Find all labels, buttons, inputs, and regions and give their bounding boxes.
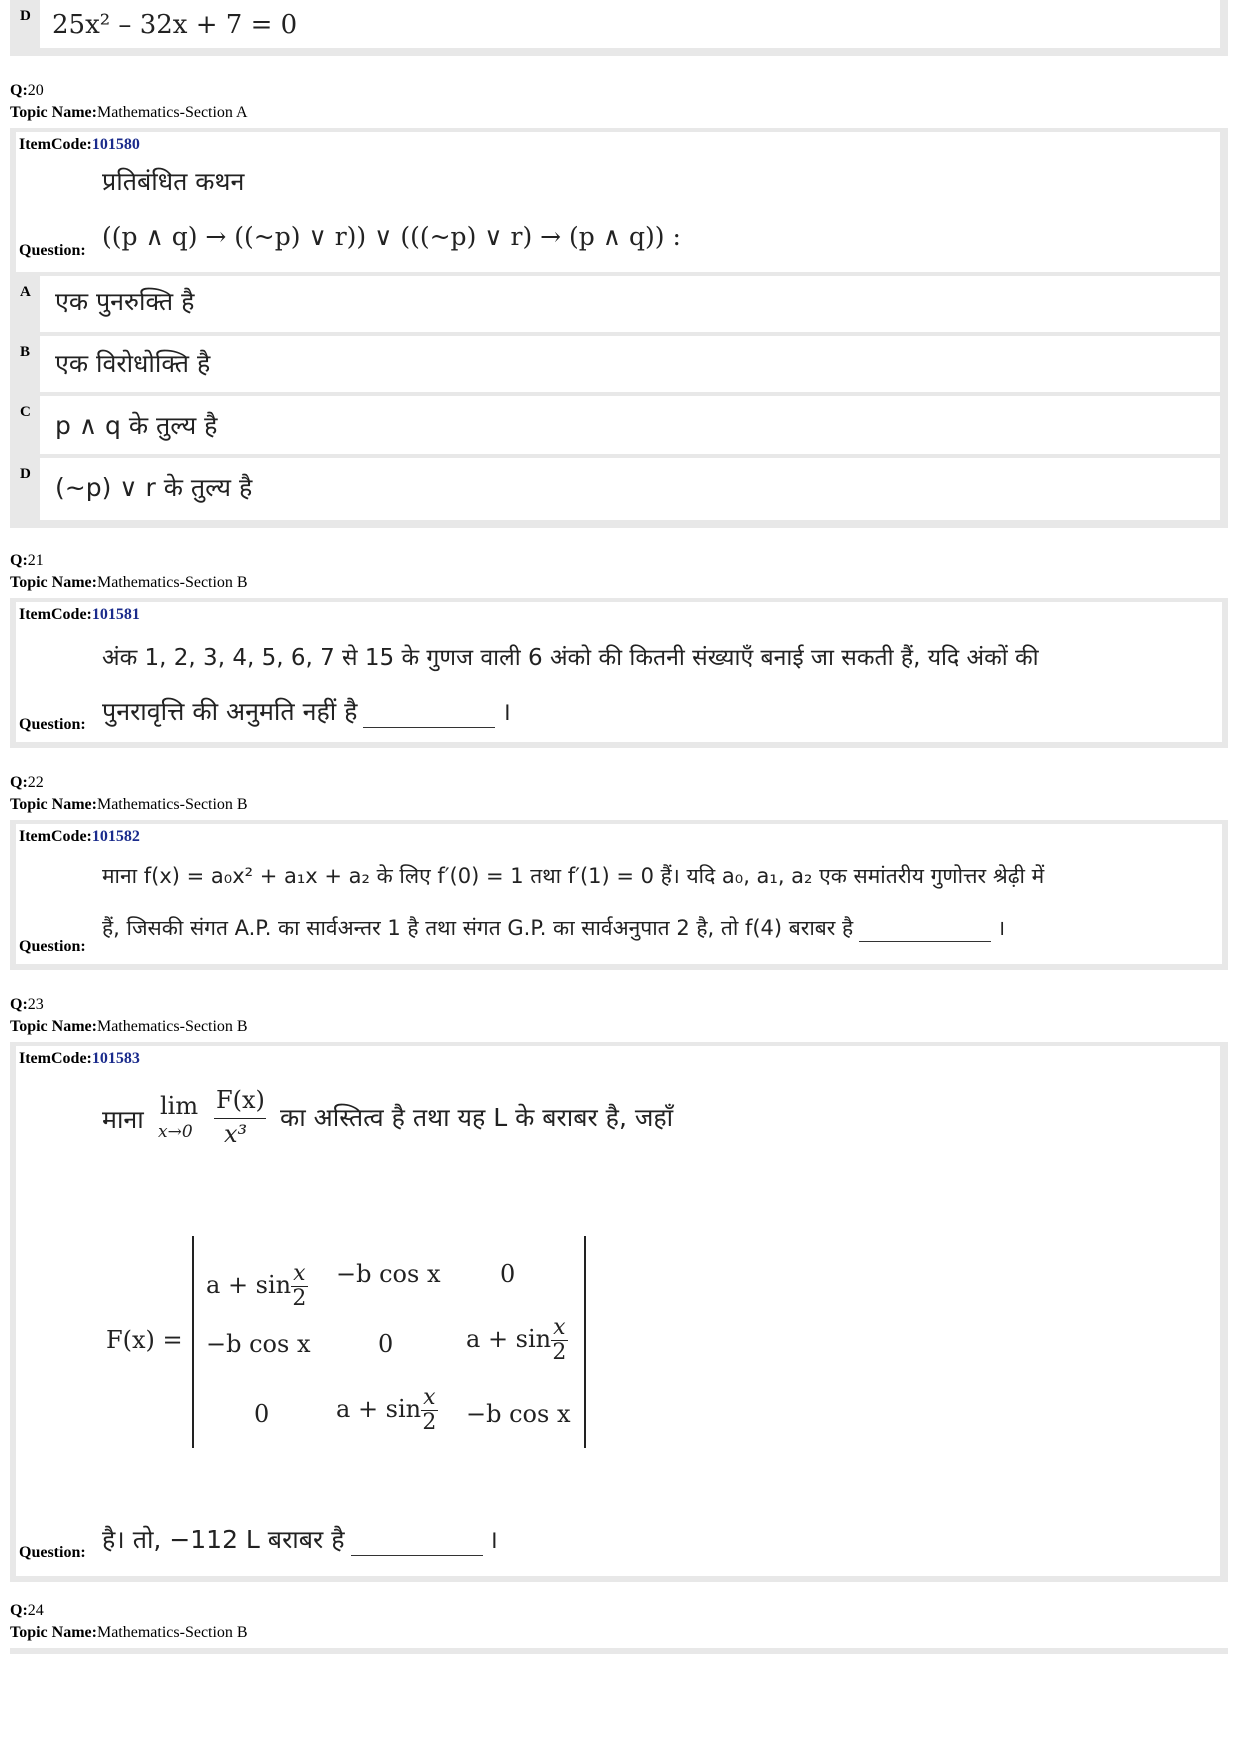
q22-question-line1: माना f(x) = a₀x² + a₁x + a₂ के लिए f′(0) = 1 तथा f′(1) = 0 हैं। यदि a₀, a₁, a₂ एक समांतरीय गुणोत्तर श्रेढ़ी में <box>102 864 1045 888</box>
q21-number: 21 <box>27 552 44 569</box>
q23-m31: 0 <box>254 1400 270 1428</box>
q23-topic: Mathematics-Section B <box>96 1018 248 1035</box>
q20-question-line1: प्रतिबंधित कथन <box>102 167 245 196</box>
q23-last-line: है। तो, −112 L बराबर है । <box>102 1525 498 1554</box>
q20-option-d-text: (~p) ∨ r के तुल्य है <box>55 473 253 502</box>
q23-m11: a + sin $\frac{x}{2}$ <box>206 1261 307 1311</box>
q23-post: का अस्तित्व है तथा यह L के बराबर है, जहाँ <box>280 1103 674 1132</box>
q20-question-label: Question: <box>19 242 86 259</box>
q19-option-d-label: D <box>20 8 31 24</box>
q23-question-label: Question: <box>19 1544 86 1561</box>
q20-item-code: ItemCode:101580 <box>19 136 140 153</box>
q20-header: Q:20 Topic Name:Mathematics-Section A <box>10 82 248 121</box>
q19-option-d-text: 25x² – 32x + 7 = 0 <box>52 10 298 40</box>
q23-pre: माना <box>102 1105 144 1134</box>
q20-option-b-label: B <box>20 344 31 360</box>
q20-option-d-label: D <box>20 466 31 482</box>
q23-m33: −b cos x <box>466 1400 571 1428</box>
q20-option-b-text: एक विरोधोक्ति है <box>55 349 211 378</box>
q20-option-c-text: p ∧ q के तुल्य है <box>55 411 218 440</box>
q23-lim: lim <box>160 1092 199 1120</box>
q24-number: 24 <box>27 1602 44 1619</box>
q23-fx-label: F(x) = <box>106 1326 183 1354</box>
q23-m23: a + sin $\frac{x}{2}$ <box>466 1315 567 1365</box>
q21-header: Q:21 Topic Name:Mathematics-Section B <box>10 552 248 591</box>
q21-topic: Mathematics-Section B <box>96 574 248 591</box>
q23-frac-bar <box>214 1118 266 1119</box>
q23-answer-blank <box>351 1531 483 1556</box>
q20-option-c-label: C <box>20 404 31 420</box>
q22-header: Q:22 Topic Name:Mathematics-Section B <box>10 774 248 813</box>
q23-m32: a + sin $\frac{x}{2}$ <box>336 1385 437 1435</box>
q20-question-formula: ((p ∧ q) → ((~p) ∨ r)) ∨ (((~p) ∨ r) → (p ∧ q)) : <box>102 222 681 251</box>
q23-number: 23 <box>27 996 44 1013</box>
q23-frac-num: F(x) <box>216 1086 265 1114</box>
q23-item-code: ItemCode:101583 <box>19 1050 140 1067</box>
q24-header: Q:24 Topic Name:Mathematics-Section B <box>10 1602 248 1641</box>
q22-answer-blank <box>859 917 991 942</box>
q21-item-code: ItemCode:101581 <box>19 606 140 623</box>
q22-question-label: Question: <box>19 938 86 955</box>
q23-m21: −b cos x <box>206 1330 311 1358</box>
q22-box <box>10 820 1228 970</box>
q21-question-line2: पुनरावृत्ति की अनुमति नहीं है । <box>102 697 511 726</box>
q24-box-top <box>10 1648 1228 1654</box>
q20-number: 20 <box>27 82 44 99</box>
q23-m13: 0 <box>500 1260 516 1288</box>
q20-option-a-label: A <box>20 284 31 300</box>
q20-topic: Mathematics-Section A <box>96 104 248 121</box>
q24-topic: Mathematics-Section B <box>96 1624 248 1641</box>
q21-question-label: Question: <box>19 716 86 733</box>
q22-question-line2: हैं, जिसकी संगत A.P. का सार्वअन्तर 1 है तथा संगत G.P. का सार्वअनुपात 2 है, तो f(4) बराबर है । <box>102 916 1006 940</box>
q23-m22: 0 <box>378 1330 394 1358</box>
q22-number: 22 <box>27 774 44 791</box>
q20-option-a-text: एक पुनरुक्ति है <box>55 287 195 316</box>
q21-question-line1: अंक 1, 2, 3, 4, 5, 6, 7 से 15 के गुणज वाली 6 अंको की कितनी संख्याएँ बनाई जा सकती हैं, यदि अंकों की <box>102 645 1039 671</box>
q23-frac-den: x³ <box>224 1120 248 1148</box>
q22-topic: Mathematics-Section B <box>96 796 248 813</box>
q23-m12: −b cos x <box>336 1260 441 1288</box>
q22-item-code: ItemCode:101582 <box>19 828 140 845</box>
q23-lim-sub: x→0 <box>158 1122 193 1142</box>
q21-answer-blank <box>363 703 495 728</box>
q23-header: Q:23 Topic Name:Mathematics-Section B <box>10 996 248 1035</box>
